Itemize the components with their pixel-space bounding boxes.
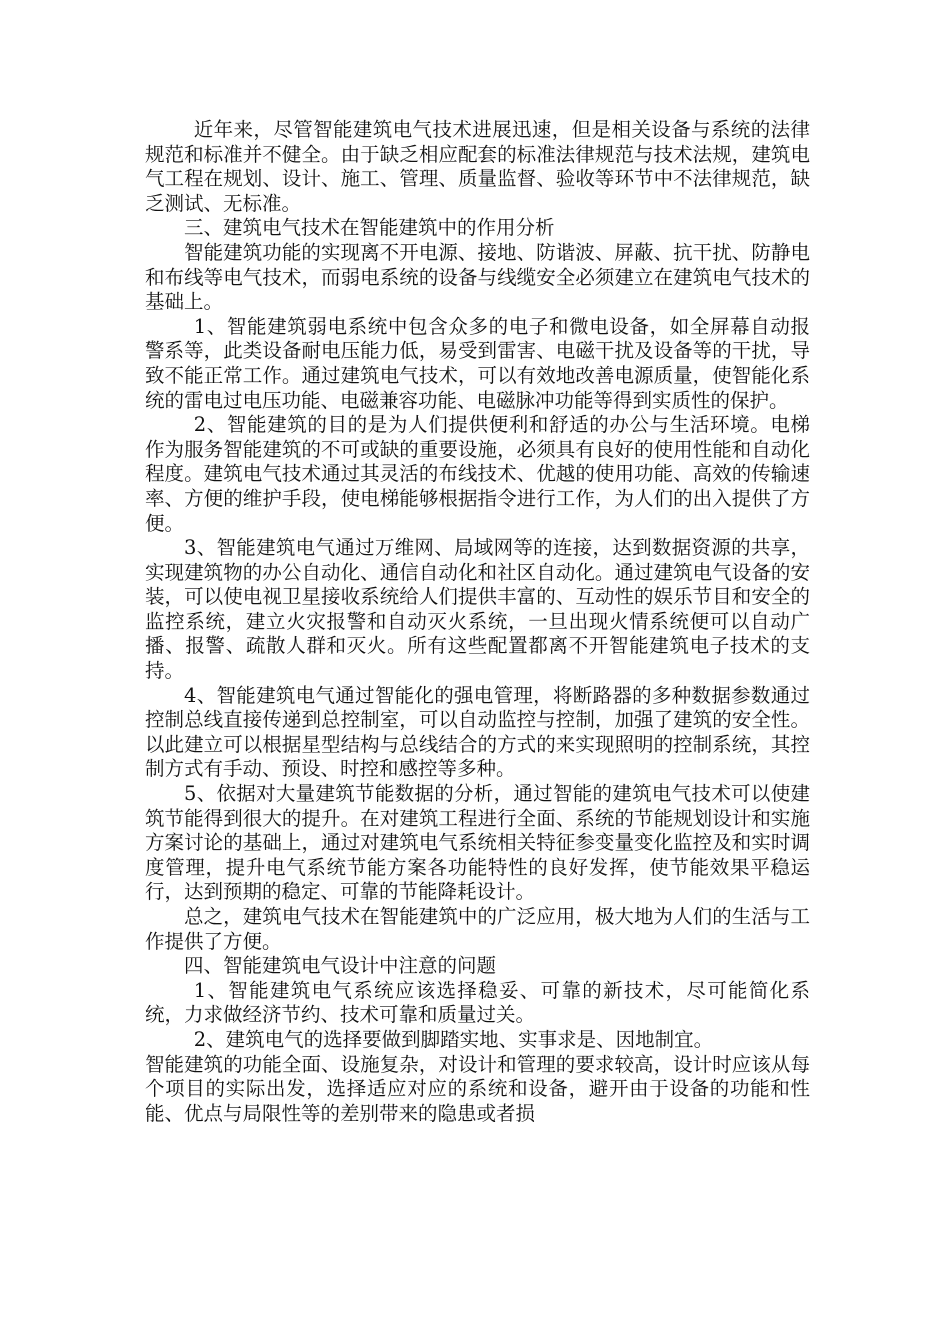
list-item-2: 2、智能建筑的目的是为人们提供便利和舒适的办公与生活环境。电梯作为服务智能建筑的不可或缺的重要设施，必须具有良好的使用性能和自动化程度。建筑电气技术通过其灵活的布线技术、优越的使用功能、高效的传输速率、方便的维护手段，使电梯能够根据指令进行工作，为人们的出入提供了方便。 <box>145 413 810 535</box>
paragraph-intro: 近年来，尽管智能建筑电气技术进展迅速，但是相关设备与系统的法律规范和标准并不健全。由于缺乏相应配套的标准法律规范与技术法规，建筑电气工程在规划、设计、施工、管理、质量监督、验收等环节中不法律规范，缺乏测试、无标准。 <box>145 118 810 215</box>
section-heading-3: 三、建筑电气技术在智能建筑中的作用分析 <box>184 216 555 240</box>
list-item-4-2: 2、建筑电气的选择要做到脚踏实地、实事求是、因地制宜。 <box>193 1027 714 1051</box>
list-item-4-1: 1、智能建筑电气系统应该选择稳妥、可靠的新技术，尽可能简化系统，力求做经济节约、技术可靠和质量过关。 <box>145 978 810 1027</box>
section-heading-4: 四、智能建筑电气设计中注意的问题 <box>184 954 497 978</box>
document-body <box>145 118 810 1126</box>
paragraph: 智能建筑的功能全面、设施复杂，对设计和管理的要求较高，设计时应该从每个项目的实际出发，选择适应对应的系统和设备，避开由于设备的功能和性能、优点与局限性等的差别带来的隐患或者损 <box>145 1052 810 1125</box>
list-item-3: 3、智能建筑电气通过万维网、局域网等的连接，达到数据资源的共享，实现建筑物的办公自动化、通信自动化和社区自动化。通过建筑电气设备的安装，可以使电视卫星接收系统给人们提供丰富的、互动性的娱乐节目和安全的监控系统，建立火灾报警和自动灭火系统，一旦出现火情系统便可以自动广播、报警、疏散人群和灭火。所有这些配置都离不开智能建筑电子技术的支持。 <box>145 536 810 683</box>
list-item-4: 4、智能建筑电气通过智能化的强电管理，将断路器的多种数据参数通过控制总线直接传递到总控制室，可以自动监控与控制，加强了建筑的安全性。以此建立可以根据星型结构与总线结合的方式的来实现照明的控制系统，其控制方式有手动、预设、时控和感控等多种。 <box>145 683 810 781</box>
paragraph-summary: 总之，建筑电气技术在智能建筑中的广泛应用，极大地为人们的生活与工作提供了方便。 <box>145 905 810 953</box>
list-item-1: 1、智能建筑弱电系统中包含众多的电子和微电设备，如全屏幕自动报警系等，此类设备耐电压能力低，易受到雷害、电磁干扰及设备等的干扰，导致不能正常工作。通过建筑电气技术，可以有效地改善电源质量，使智能化系统的雷电过电压功能、电磁兼容功能、电磁脉冲功能等得到实质性的保护。 <box>145 314 810 412</box>
paragraph: 智能建筑功能的实现离不开电源、接地、防谐波、屏蔽、抗干扰、防静电和布线等电气技术，而弱电系统的设备与线缆安全必须建立在建筑电气技术的基础上。 <box>145 240 810 314</box>
list-item-5: 5、依据对大量建筑节能数据的分析，通过智能的建筑电气技术可以使建筑节能得到很大的提升。在对建筑工程进行全面、系统的节能规划设计和实施方案讨论的基础上，通过对建筑电气系统相关特征参变量变化监控及和实时调度管理，提升电气系统节能方案各功能特性的良好发挥，使节能效果平稳运行，达到预期的稳定、可靠的节能降耗设计。 <box>145 782 810 904</box>
